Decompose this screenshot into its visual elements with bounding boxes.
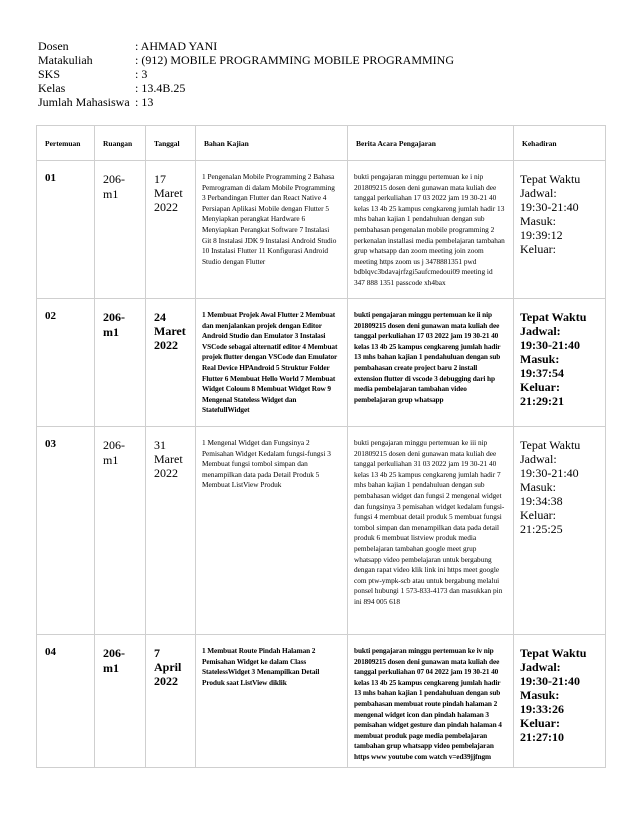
schedule-value: 19:30-21:40 (520, 466, 579, 480)
teaching-report: bukti pengajaran minggu pertemuan ke ii nip 201809215 dosen deni gunawan mata kuliah dee tanggal perkuliahan 17 03 2022 jam 19 30-21 40 kelas 13 4b 25 kampus cengkareng jumlah hadir 13 mhs bahan kajian 1 pendahuluan dengan sub pembahasan create project baru 2 install extension flutter di vscode 3 debugging dari hp media pembelajaran tambahan video pembelajaran grup whatsapp (348, 299, 514, 427)
matakuliah-label: Matakuliah (38, 53, 93, 67)
room: 206-m1 (95, 299, 146, 427)
table-row (37, 635, 606, 768)
schedule-value: 19:30-21:40 (520, 200, 579, 214)
matakuliah-value: : (912) MOBILE PROGRAMMING MOBILE PROGRAMMING (135, 53, 455, 67)
check-out-label: Keluar: (520, 242, 556, 256)
sks-value: : 3 (135, 67, 148, 81)
material: 1 Pengenalan Mobile Programming 2 Bahasa Pemrograman di dalam Mobile Programming 3 Perbandingan Flutter dan React Native 4 Persiapan Aplikasi Mobile dengan Flutter 5 Menyiapkan perangkat Hardware 6 Menyiapkan Perangkat Software 7 Instalasi Git 8 Instalasi JDK 9 Instalasi Android Studio 10 Instalasi Flutter 11 Konfigurasi Android Studio dengan Flutter (196, 161, 348, 299)
jumlah-mahasiswa-row (38, 95, 454, 109)
check-in-label: Masuk: (520, 352, 560, 366)
check-out-label: Keluar: (520, 380, 560, 394)
meeting-number: 03 (37, 427, 95, 635)
date: 31 Maret 2022 (146, 427, 196, 635)
table-row (37, 161, 606, 299)
date: 7 April 2022 (146, 635, 196, 768)
schedule-label: Jadwal: (520, 660, 561, 674)
attendance (514, 299, 606, 427)
dosen-value: : AHMAD YANI (135, 39, 218, 53)
jumlah-mahasiswa-value: : 13 (135, 95, 154, 109)
attendance (514, 427, 606, 635)
schedule-label: Jadwal: (520, 324, 561, 338)
attendance (514, 635, 606, 768)
attendance-status: Tepat Waktu (520, 172, 581, 186)
attendance-status: Tepat Waktu (520, 438, 581, 452)
dosen-label: Dosen (38, 39, 69, 53)
attendance-status: Tepat Waktu (520, 646, 587, 660)
check-out-label: Keluar: (520, 508, 556, 522)
check-in-label: Masuk: (520, 688, 560, 702)
meeting-number: 01 (37, 161, 95, 299)
material: 1 Membuat Projek Awal Flutter 2 Membuat dan menjalankan projek dengan Editor Android Studio dan Emulator 3 Instalasi VSCode sebagai alternatif editor 4 Membuat projek flutter dengan VSCode dan Emulator Real Device HPAndroid 5 Struktur Folder Flutter 6 Membuat Hello World 7 Membuat Widget Coloum 8 Membuat Widget Row 9 Mengenal Stateless Widget dan StatefullWidget (196, 299, 348, 427)
check-out-value: 21:25:25 (520, 522, 563, 536)
date: 24 Maret 2022 (146, 299, 196, 427)
room: 206-m1 (95, 427, 146, 635)
room: 206-m1 (95, 161, 146, 299)
attendance-status: Tepat Waktu (520, 310, 587, 324)
meeting-number: 04 (37, 635, 95, 768)
attendance-table (36, 125, 606, 768)
check-in-value: 19:37:54 (520, 366, 564, 380)
check-in-label: Masuk: (520, 214, 556, 228)
material: 1 Mengenal Widget dan Fungsinya 2 Pemisahan Widget Kedalam fungsi-fungsi 3 Membuat fungsi tombol simpan dan menampilkan data pada Detail Produk 5 Membuat ListView Produk (196, 427, 348, 635)
jumlah-mahasiswa-label: Jumlah Mahasiswa (38, 95, 130, 109)
header-tanggal: Tanggal (146, 126, 196, 161)
header-berita-acara: Berita Acara Pengajaran (348, 126, 514, 161)
teaching-report: bukti pengajaran minggu pertemuan ke i nip 201809215 dosen deni gunawan mata kuliah dee tanggal perkuliahan 17 03 2022 jam 19 30-21 40 kelas 13 4b 25 kampus cengkareng jumlah hadir 13 mhs bahan kajian 1 pendahuluan dengan sub pembahasan pengenalan mobile programming 2 perkenalan installasi media pembelajaran tambahan grup whatsapp dan zoom meeting join zoom meeting https zoom us j 3478881351 pwd bdblqvc3bdavajrfzgi5aufcmedoui09 meeting id 347 888 1351 passcode xh4bax (348, 161, 514, 299)
header-ruangan: Ruangan (95, 126, 146, 161)
table-row (37, 299, 606, 427)
teaching-report: bukti pengajaran minggu pertemuan ke iii nip 201809215 dosen deni gunawan mata kuliah dee tanggal perkuliahan 31 03 2022 jam 19 30-21 40 kelas 13 4b 25 kampus cengkareng jumlah hadir 7 mhs bahan kajian 1 pendahuluan dengan sub pembahasan widget dan fungsi 2 mengenal widget dan fungsinya 3 pemisahan widget kedalam fungsi-fungsi 4 membuat detail produk 5 membuat fungsi tombol simpan dan menampilkan data pada detail produk 6 membuat listview produk media pembelajaran tambahan google meet grup whatsapp video pembelajaran untuk bergabung dengan rapat video klik link ini https meet google com ptw-ympk-scb atau untuk bergabung melalui ponsel hubungi 1 573-833-4173 dan masukkan pin ini 894 005 618 (348, 427, 514, 635)
document-header (38, 39, 454, 109)
date: 17 Maret 2022 (146, 161, 196, 299)
attendance (514, 161, 606, 299)
table-row (37, 427, 606, 635)
schedule-label: Jadwal: (520, 452, 557, 466)
check-in-value: 19:34:38 (520, 494, 563, 508)
header-pertemuan: Pertemuan (37, 126, 95, 161)
schedule-value: 19:30-21:40 (520, 674, 580, 688)
kelas-label: Kelas (38, 81, 66, 95)
sks-label: SKS (38, 67, 61, 81)
schedule-value: 19:30-21:40 (520, 338, 580, 352)
check-in-value: 19:33:26 (520, 702, 564, 716)
sks-row (38, 67, 454, 81)
meeting-number: 02 (37, 299, 95, 427)
check-in-value: 19:39:12 (520, 228, 563, 242)
check-in-label: Masuk: (520, 480, 556, 494)
kelas-value: : 13.4B.25 (135, 81, 186, 95)
material: 1 Membuat Route Pindah Halaman 2 Pemisahan Widget ke dalam Class StatelessWidget 3 Menampilkan Detail Produk saat ListView diklik (196, 635, 348, 768)
header-bahan-kajian: Bahan Kajian (196, 126, 348, 161)
matakuliah-row (38, 53, 454, 67)
check-out-value: 21:29:21 (520, 394, 564, 408)
table-header-row (37, 126, 606, 161)
schedule-label: Jadwal: (520, 186, 557, 200)
kelas-row (38, 81, 454, 95)
check-out-value: 21:27:10 (520, 730, 564, 744)
room: 206-m1 (95, 635, 146, 768)
attendance-table-wrapper (36, 125, 605, 768)
check-out-label: Keluar: (520, 716, 560, 730)
teaching-report: bukti pengajaran minggu pertemuan ke iv nip 201809215 dosen deni gunawan mata kuliah dee tanggal perkuliahan 07 04 2022 jam 19 30-21 40 kelas 13 4b 25 kampus cengkareng jumlah hadir 13 mhs bahan kajian 1 pendahuluan dengan sub pembahasan membuat route pindah halaman 2 mengenal widget icon dan pindah halaman 3 pemisahan widget gesture dan pindah halaman 4 membuat produk page media pembelajaran tambahan grup whatsapp video pembelajaran https www youtube com watch v=ed39jjfngm (348, 635, 514, 768)
header-kehadiran: Kehadiran (514, 126, 606, 161)
dosen-row (38, 39, 454, 53)
